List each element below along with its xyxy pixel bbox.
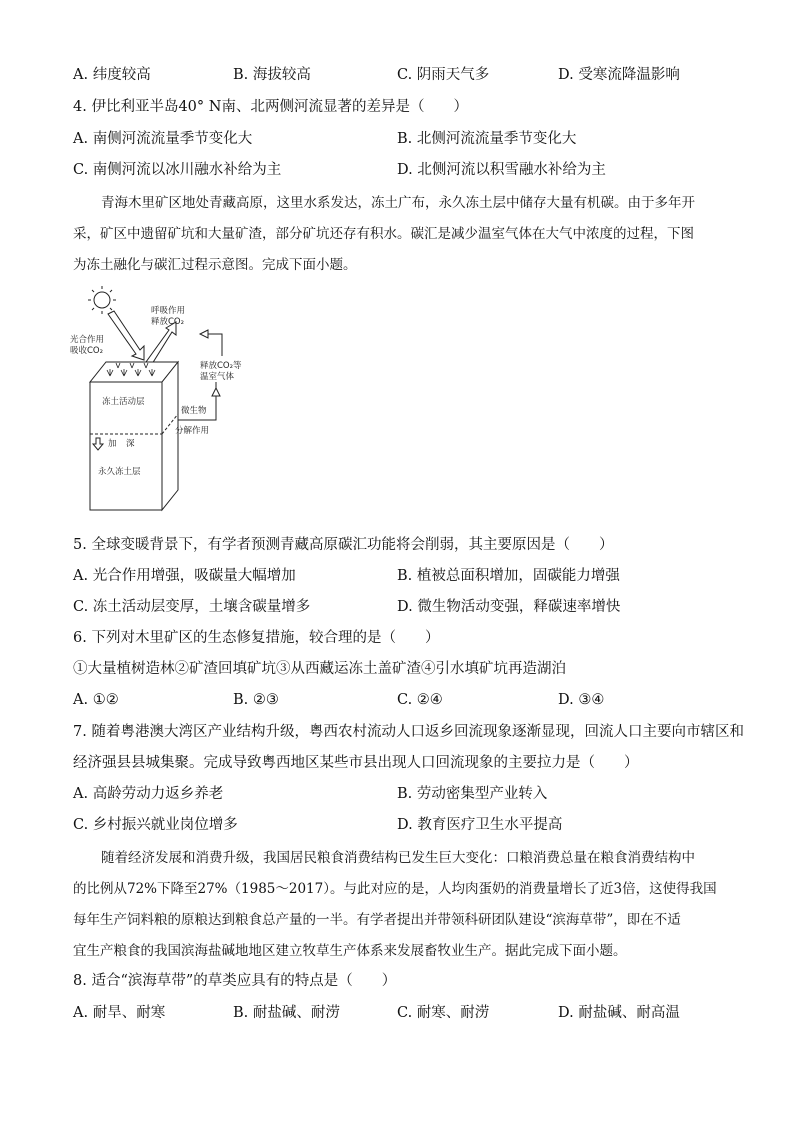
label-microbe: 微生物: [181, 406, 207, 416]
q6-option-b: B. ②③: [233, 692, 279, 708]
q3-option-a: A. 纬度较高: [73, 67, 151, 83]
passage-muli: [73, 188, 723, 281]
q6-option-c: C. ②④: [397, 692, 443, 708]
q8-option-d: D. 耐盐碱、耐高温: [558, 1005, 680, 1021]
q8-stem: 8. 适合“滨海草带”的草类应具有的特点是（ ）: [73, 973, 397, 989]
label-deepen-2: 深: [126, 439, 135, 449]
q5-option-c: C. 冻土活动层变厚，土壤含碳量增多: [73, 599, 311, 615]
label-permafrost: 永久冻土层: [98, 467, 141, 477]
sun-icon: [88, 286, 116, 314]
label-active-layer: 冻土活动层: [102, 397, 145, 407]
passage-grain-line4: 宜生产粮食的我国滨海盐碱地地区建立牧草生产体系来发展畜牧业生产。据此完成下面小题。: [73, 943, 627, 959]
q6-items: ①大量植树造林②矿渣回填矿坑③从西藏运冻土盖矿渣④引水填矿坑再造湖泊: [73, 661, 566, 677]
q8-option-c: C. 耐寒、耐涝: [397, 1005, 490, 1021]
q7-option-d: D. 教育医疗卫生水平提高: [397, 817, 563, 833]
passage-grain-line2: 的比例从72%下降至27%（1985～2017）。与此对应的是，人均肉蛋奶的消费量增长了近3倍，这使得我国: [73, 881, 717, 897]
label-release-2: 温室气体: [200, 372, 235, 382]
q7-option-a: A. 高龄劳动力返乡养老: [73, 786, 224, 802]
q5-option-d: D. 微生物活动变强，释碳速率增快: [397, 599, 621, 615]
q8-option-a: A. 耐旱、耐寒: [73, 1005, 166, 1021]
q7-option-c: C. 乡村振兴就业岗位增多: [73, 817, 238, 833]
q4-option-c: C. 南侧河流以冰川融水补给为主: [73, 162, 282, 178]
q3-option-d: D. 受寒流降温影响: [558, 67, 680, 83]
q5-option-a: A. 光合作用增强，吸碳量大幅增加: [73, 568, 296, 584]
q7-stem-line1: 7. 随着粤港澳大湾区产业结构升级，粤西农村流动人口返乡回流现象逐渐显现，回流人口主要向市辖区和: [73, 724, 744, 740]
q5-stem: 5. 全球变暖背景下，有学者预测青藏高原碳汇功能将会削弱，其主要原因是（ ）: [73, 537, 614, 553]
label-respiration-2: 释放CO₂: [151, 317, 185, 327]
label-release-1: 释放CO₂等: [200, 361, 242, 371]
photosynthesis-arrow: [108, 311, 144, 360]
q6-stem: 6. 下列对木里矿区的生态修复措施，较合理的是（ ）: [73, 630, 440, 646]
label-respiration-1: 呼吸作用: [151, 306, 186, 316]
q4-option-b: B. 北侧河流流量季节变化大: [397, 131, 577, 147]
q3-option-c: C. 阴雨天气多: [397, 67, 490, 83]
respiration-arrow: [146, 322, 176, 364]
passage-muli-line2: 采，矿区中遗留矿坑和大量矿渣，部分矿坑还存有积水。碳汇是减少温室气体在大气中浓度的过程，下图: [73, 226, 694, 242]
q7-stem-line2: 经济强县县城集聚。完成导致粤西地区某些市县出现人口回流现象的主要拉力是（ ）: [73, 755, 639, 771]
passage-muli-line3: 为冻土融化与碳汇过程示意图。完成下面小题。: [73, 257, 357, 273]
q6-option-a: A. ①②: [73, 692, 119, 708]
label-photosynthesis-1: 光合作用: [70, 335, 105, 345]
q7-option-b: B. 劳动密集型产业转入: [397, 786, 548, 802]
q4-option-a: A. 南侧河流流量季节变化大: [73, 131, 253, 147]
q4-stem: 4. 伊比利亚半岛40° N南、北两侧河流显著的差异是（ ）: [73, 99, 468, 115]
permafrost-carbon-diagram: [68, 284, 268, 514]
label-deepen-1: 加: [108, 439, 117, 449]
q5-option-b: B. 植被总面积增加，固碳能力增强: [397, 568, 620, 584]
label-photosynthesis-2: 吸收CO₂: [70, 346, 104, 356]
passage-grain-line3: 每年生产饲料粮的原粮达到粮食总产量的一半。有学者提出并带领科研团队建设“滨海草带”，即在不适: [73, 912, 681, 928]
q8-option-b: B. 耐盐碱、耐涝: [233, 1005, 340, 1021]
q4-option-d: D. 北侧河流以积雪融水补给为主: [397, 162, 606, 178]
q6-option-d: D. ③④: [558, 692, 605, 708]
q3-option-b: B. 海拔较高: [233, 67, 311, 83]
passage-muli-line1: 青海木里矿区地处青藏高原，这里水系发达，冻土广布，永久冻土层中储存大量有机碳。由于多年开: [101, 195, 695, 211]
label-decompose: 分解作用: [175, 426, 210, 436]
passage-grain: [73, 843, 723, 967]
passage-grain-line1: 随着经济发展和消费升级，我国居民粮食消费结构已发生巨大变化：口粮消费总量在粮食消费结构中: [101, 850, 695, 866]
